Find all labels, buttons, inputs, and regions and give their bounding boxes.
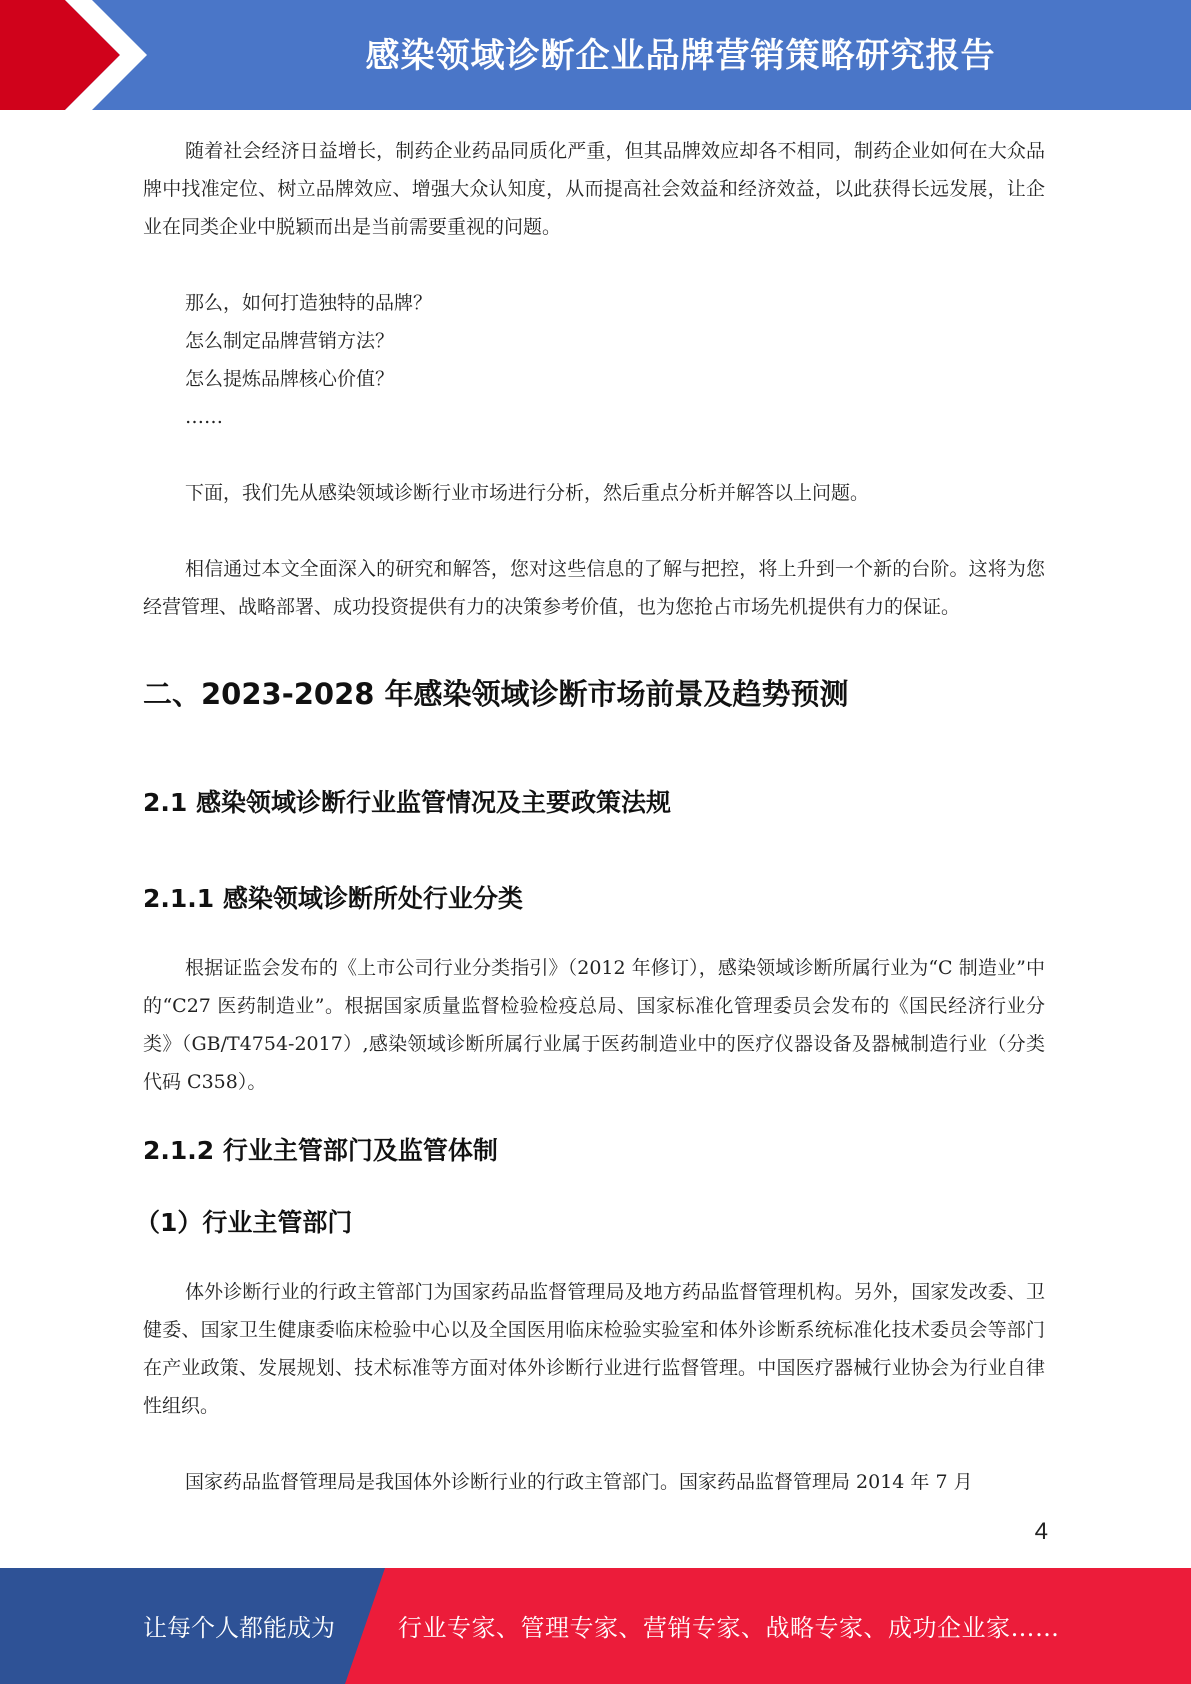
page-content [135, 132, 1045, 1501]
intro-paragraph-2: 下面，我们先从感染领域诊断行业市场进行分析，然后重点分析并解答以上问题。 [185, 482, 870, 504]
intro-paragraph-3: 相信通过本文全面深入的研究和解答，您对这些信息的了解与把控，将上升到一个新的台阶。这将为您经营管理、战略部署、成功投资提供有力的决策参考价值，也为您抢占市场先机提供有力的保证。 [143, 558, 1045, 618]
authority-paragraph-2: 国家药品监督管理局是我国体外诊断行业的行政主管部门。国家药品监督管理局 2014 年 7 月 [185, 1471, 973, 1493]
item-heading-authority: （1）行业主管部门 [135, 1208, 353, 1237]
question-3: 怎么提炼品牌核心价值？ [185, 368, 395, 390]
report-title: 感染领域诊断企业品牌营销策略研究报告 [365, 36, 996, 76]
question-1: 那么，如何打造独特的品牌？ [185, 292, 433, 314]
classification-paragraph: 根据证监会发布的《上市公司行业分类指引》（2012 年修订），感染领域诊断所属行业为“C 制造业”中的“C27 医药制造业”。根据国家质量监督检验检疫总局、国家标准化管理委员会发布的《国民经济行业分类》（GB/T4754-2017）,感染领域诊断所属行业属于医药制造业中的医疗仪器设备及器械制造行业（分类代码 C358）。 [143, 957, 1045, 1093]
subsection-heading-2-1-2: 2.1.2 行业主管部门及监管体制 [143, 1136, 498, 1165]
intro-paragraph-1: 随着社会经济日益增长，制药企业药品同质化严重，但其品牌效应却各不相同，制药企业如何在大众品牌中找准定位、树立品牌效应、增强大众认知度，从而提高社会效益和经济效益，以此获得长远发展，让企业在同类企业中脱颖而出是当前需要重视的问题。 [143, 140, 1045, 238]
authority-paragraph-1: 体外诊断行业的行政主管部门为国家药品监督管理局及地方药品监督管理机构。另外，国家发改委、卫健委、国家卫生健康委临床检验中心以及全国医用临床检验实验室和体外诊断系统标准化技术委员会等部门在产业政策、发展规划、技术标准等方面对体外诊断行业进行监督管理。中国医疗器械行业协会为行业自律性组织。 [143, 1281, 1045, 1417]
footer-slogan-left: 让每个人都能成为 [143, 1614, 335, 1642]
section-heading-2: 二、2023-2028 年感染领域诊断市场前景及趋势预测 [143, 677, 849, 711]
page-number: 4 [1034, 1518, 1048, 1545]
header-banner [0, 0, 1191, 110]
subsection-heading-2-1-1: 2.1.1 感染领域诊断所处行业分类 [143, 884, 523, 913]
header-arrow-decoration [0, 0, 150, 110]
question-2: 怎么制定品牌营销方法？ [185, 330, 395, 352]
question-ellipsis: …… [185, 406, 223, 428]
footer-slogan-right: 行业专家、管理专家、营销专家、战略专家、成功企业家…… [398, 1614, 1060, 1642]
subsection-heading-2-1: 2.1 感染领域诊断行业监管情况及主要政策法规 [143, 788, 671, 817]
footer-banner [0, 1568, 1191, 1684]
